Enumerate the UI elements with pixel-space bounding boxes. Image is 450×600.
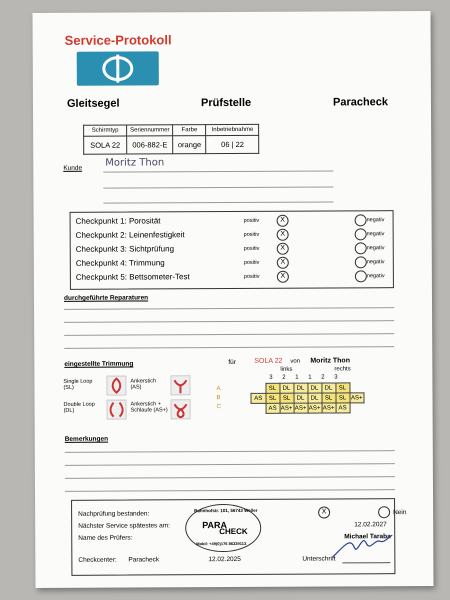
nein-checkbox[interactable] (378, 506, 390, 518)
spec-value: 006-882-E (127, 136, 173, 154)
company-stamp (185, 504, 261, 552)
spec-value: 06 | 22 (206, 135, 259, 153)
bemerkungen-line (65, 463, 395, 466)
trim-column-header (250, 372, 342, 381)
kunde-line (103, 201, 333, 203)
naechster-service-value: 12.02.2027 (354, 521, 387, 529)
trim-cell: AS (266, 403, 280, 413)
positiv-label: positiv (243, 217, 260, 224)
checkcenter-label: Checkcenter: (78, 556, 117, 564)
spec-value: SOLA 22 (84, 136, 127, 154)
header-center: Prüfstelle (200, 96, 252, 110)
negativ-label: negativ (366, 245, 385, 252)
negativ-checkbox[interactable] (355, 228, 367, 240)
positiv-checkbox[interactable]: X (277, 271, 289, 283)
trim-outer-cell: AS (251, 393, 266, 403)
double-loop-label: Double Loop (DL) (63, 401, 95, 414)
ankerstich-schlaufe-label: Ankerstich + Schlaufe (AS+) (130, 401, 168, 414)
trim-cell: AS+ (280, 403, 294, 413)
spec-header: Inbetriebnahme (206, 124, 259, 135)
kunde-line (103, 186, 333, 188)
positiv-label: positiv (243, 245, 260, 252)
spec-header-row (84, 124, 259, 136)
negativ-label: negativ (366, 259, 385, 266)
checkpoint-label: Checkpunkt 1: Porosität (75, 216, 161, 226)
unterschrift-label: Unterschrift (302, 555, 336, 563)
negativ-label: negativ (366, 273, 385, 280)
reparaturen-line (64, 346, 394, 349)
bemerkungen-line (65, 450, 395, 453)
trimmung-fuer: für (228, 358, 236, 367)
trim-row (251, 383, 364, 394)
positiv-label: positiv (243, 273, 260, 280)
reparaturen-label: durchgeführte Reparaturen (63, 294, 149, 302)
links-label: links (280, 366, 293, 373)
trim-outer-cell (251, 403, 266, 413)
column-number: 3 (269, 374, 273, 381)
stamp-brand-check: CHECK (219, 526, 248, 537)
stamp-address: Bahnhofstr. 101, 56743 Weiler (194, 507, 258, 514)
bemerkungen-line (65, 476, 395, 479)
trim-row (251, 403, 364, 414)
checkcenter-value: Paracheck (128, 556, 160, 564)
trim-cell: DL (293, 383, 307, 393)
negativ-checkbox[interactable] (355, 270, 367, 282)
ankerstich-schlaufe-icon (171, 399, 191, 419)
phi-logo-graphic (77, 51, 159, 85)
positiv-checkbox[interactable]: X (277, 215, 289, 227)
signature-mark (330, 529, 394, 563)
single-loop-label: Single Loop (SL) (63, 378, 93, 391)
negativ-label: negativ (366, 217, 385, 224)
header-left: Gleitsegel (66, 97, 120, 110)
trimmung-owner: Moritz Thon (310, 357, 350, 365)
trim-cell: AS+ (322, 403, 336, 413)
negativ-checkbox[interactable] (355, 242, 367, 254)
kunde-label: Kunde (63, 164, 83, 172)
stamp-phone: Mobil: +49(0)176 86239113 (196, 540, 247, 547)
positiv-checkbox[interactable]: X (277, 257, 289, 269)
trim-cell: SL (279, 393, 293, 403)
trim-cell: SL (265, 393, 279, 403)
trim-cell: DL (293, 393, 307, 403)
trim-cell: SL (335, 393, 349, 403)
ankerstich-icon (170, 375, 190, 395)
trim-cell: SL (321, 393, 335, 403)
trim-outer-cell (350, 403, 365, 413)
reparaturen-line (64, 320, 394, 323)
checkpoint-label: Checkpunkt 5: Bettsometer-Test (75, 272, 190, 282)
checkpoint-box (70, 210, 394, 290)
positiv-checkbox[interactable]: X (277, 229, 289, 241)
pruefer-label: Name des Prüfers: (78, 534, 133, 542)
checkpoint-label: Checkpunkt 4: Trimmung (75, 258, 165, 268)
trim-cell: DL (279, 383, 293, 393)
negativ-label: negativ (366, 231, 385, 238)
column-number: 1 (295, 374, 299, 381)
spec-table (83, 124, 260, 155)
checkcenter-date: 12.02.2025 (208, 555, 241, 564)
double-loop-icon (107, 400, 127, 420)
positiv-label: positiv (243, 259, 260, 266)
trim-cell: SL (335, 383, 349, 393)
rechts-label: rechts (334, 366, 351, 373)
negativ-checkbox[interactable] (355, 214, 367, 226)
trimmung-model: SOLA 22 (254, 357, 283, 365)
nein-label: Nein (393, 509, 407, 517)
single-loop-icon (106, 376, 126, 396)
bemerkungen-line (65, 489, 395, 492)
trim-cell: DL (307, 393, 321, 403)
trimmung-von: von (290, 358, 301, 365)
trim-cell: DL (321, 383, 335, 393)
service-protocol-sheet (32, 11, 433, 588)
trim-cell: AS+ (294, 403, 308, 413)
spec-header: Farbe (173, 125, 206, 136)
reparaturen-line (64, 333, 394, 336)
nachpruefung-label: Nachprüfung bestanden: (78, 510, 150, 518)
kunde-value: Moritz Thon (105, 157, 165, 169)
document-title: Service-Protokoll (64, 32, 172, 48)
trim-cell: AS (336, 403, 350, 413)
row-label: B (216, 395, 221, 402)
naechster-service-label: Nächster Service spätestes am: (78, 522, 170, 530)
trim-outer-cell (251, 383, 266, 393)
positiv-label: positiv (243, 231, 260, 238)
trim-cell: DL (307, 383, 321, 393)
negativ-checkbox[interactable] (355, 256, 367, 268)
positiv-checkbox[interactable]: X (277, 243, 289, 255)
column-number: 2 (321, 374, 325, 381)
column-number: 3 (334, 373, 338, 380)
bemerkungen-label: Bemerkungen (64, 435, 109, 443)
row-label: C (216, 404, 221, 411)
trim-grid (250, 382, 364, 414)
checkpoint-label: Checkpunkt 2: Leinenfestigkeit (75, 230, 185, 240)
spec-header: Seriennummer (127, 125, 173, 136)
spec-header: Schirmtyp (84, 125, 127, 136)
reparaturen-line (64, 307, 394, 310)
row-label: A (216, 386, 221, 393)
spec-value-row (84, 135, 259, 154)
column-number: 2 (282, 374, 286, 381)
pruefer-value: Michael Taraba (344, 533, 391, 541)
checkpoint-label: Checkpunkt 3: Sichtprüfung (75, 244, 175, 254)
stamp-brand-para: PARA (202, 520, 228, 531)
trim-cell: SL (265, 383, 279, 393)
column-number: 1 (308, 374, 312, 381)
trim-outer-cell: AS+ (349, 393, 364, 403)
ankerstich-label: Ankerstich (AS) (130, 378, 157, 391)
trim-row (251, 393, 364, 404)
bestanden-checkbox[interactable]: X (318, 506, 330, 518)
header-right: Paracheck (332, 96, 389, 109)
phi-logo (77, 51, 159, 85)
trimmung-label: eingestellte Trimmung (64, 360, 134, 368)
trim-outer-cell (349, 383, 364, 393)
trim-cell: AS+ (308, 403, 322, 413)
kunde-line (103, 170, 333, 172)
spec-value: orange (173, 136, 206, 154)
